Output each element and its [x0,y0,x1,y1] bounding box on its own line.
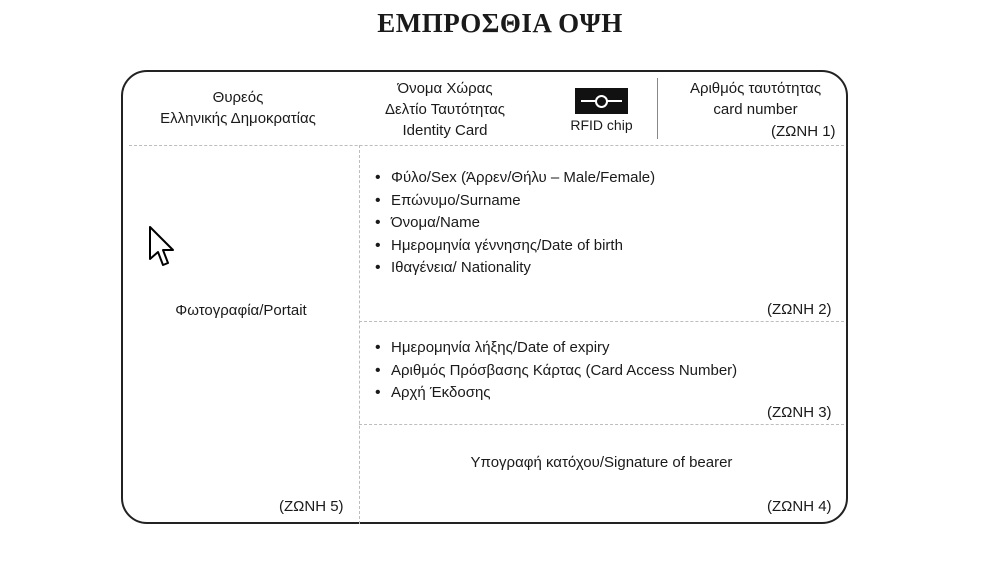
list-item: • Αριθμός Πρόσβασης Κάρτας (Card Access Number) [375,360,737,383]
zone-3-label: (ΖΩΝΗ 3) [767,404,832,421]
emblem-label [133,87,343,129]
list-item: • Ιθαγένεια/ Nationality [375,257,655,280]
id-title-greek-line: Δελτίο Ταυτότητας [384,101,506,118]
rfid-chip-label: RFID chip [570,117,633,133]
list-item: • Όνομα/Name [375,212,655,235]
list-item: • Αρχή Έκδοσης [375,382,737,405]
list-item: • Επώνυμο/Surname [375,190,655,213]
card-number-english-line: card number [713,101,798,118]
zone-2-3-separator [359,321,844,322]
page-title: ΕΜΠΡΟΣΘΙΑ ΟΨΗ [377,8,623,38]
mouse-cursor-icon [148,226,176,268]
zone-3-fields [375,337,737,405]
photo-label: Φωτογραφία/Portait [175,302,307,319]
zone-3-4-separator [359,424,844,425]
list-item: • Ημερομηνία γέννησης/Date of birth [375,235,655,258]
zone-5-label: (ΖΩΝΗ 5) [279,498,344,515]
country-name-line: Όνομα Χώρας [397,80,493,97]
zone-2-fields [375,167,655,280]
card-number-label [668,78,843,120]
id-title-english-line: Identity Card [402,122,488,139]
zone-1-label: (ΖΩΝΗ 1) [771,123,836,140]
document-name-label [355,78,535,141]
signature-label: Υπογραφή κατόχου/Signature of bearer [470,454,733,471]
zone-4-label: (ΖΩΝΗ 4) [767,498,832,515]
header-separator [129,145,844,146]
emblem-line-1: Θυρεός [212,89,264,106]
rfid-chip-icon [575,88,628,114]
card-number-greek-line: Αριθμός ταυτότητας [689,80,822,97]
id-card-front-layout [121,70,848,524]
list-item: • Φύλο/Sex (Άρρεν/Θήλυ – Male/Female) [375,167,655,190]
header-divider [657,78,658,139]
list-item: • Ημερομηνία λήξης/Date of expiry [375,337,737,360]
zone-2-label: (ΖΩΝΗ 2) [767,301,832,318]
emblem-line-2: Ελληνικής Δημοκρατίας [160,110,316,127]
